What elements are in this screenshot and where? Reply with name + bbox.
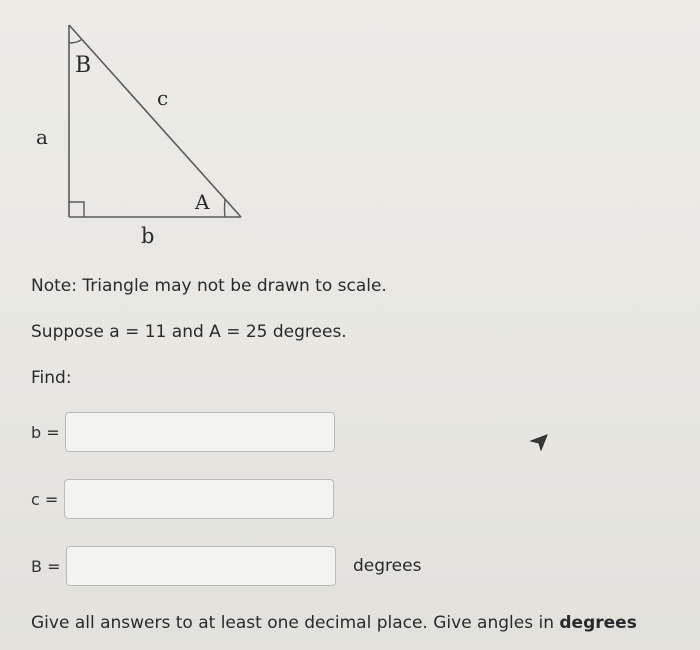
degrees-unit-label: degrees (353, 556, 422, 576)
scale-note: Note: Triangle may not be drawn to scale. (31, 276, 387, 296)
answer-instructions (31, 613, 637, 633)
angle-b-answer-input[interactable] (66, 546, 336, 586)
triangle-diagram (0, 0, 300, 260)
c-answer-input[interactable] (64, 479, 334, 519)
angle-b-arc (69, 39, 82, 43)
angle-b-field-label: B = (31, 557, 61, 576)
instructions-emphasis: degrees (559, 613, 637, 633)
mouse-pointer-icon (528, 429, 550, 451)
b-field-label: b = (31, 423, 60, 442)
b-answer-input[interactable] (65, 412, 335, 452)
find-heading: Find: (31, 368, 72, 388)
side-b-label: b (141, 224, 155, 248)
vertex-a-label: A (195, 190, 210, 214)
given-values: Suppose a = 11 and A = 25 degrees. (31, 322, 347, 342)
angle-a-arc (225, 199, 226, 217)
right-angle-marker (69, 202, 84, 217)
side-c-label: c (157, 86, 169, 110)
side-a-label: a (36, 125, 48, 149)
instructions-text: Give all answers to at least one decimal place. Give angles in (31, 613, 560, 633)
side-c-line (69, 25, 241, 217)
c-field-label: c = (31, 490, 59, 509)
vertex-b-label: B (75, 53, 92, 78)
